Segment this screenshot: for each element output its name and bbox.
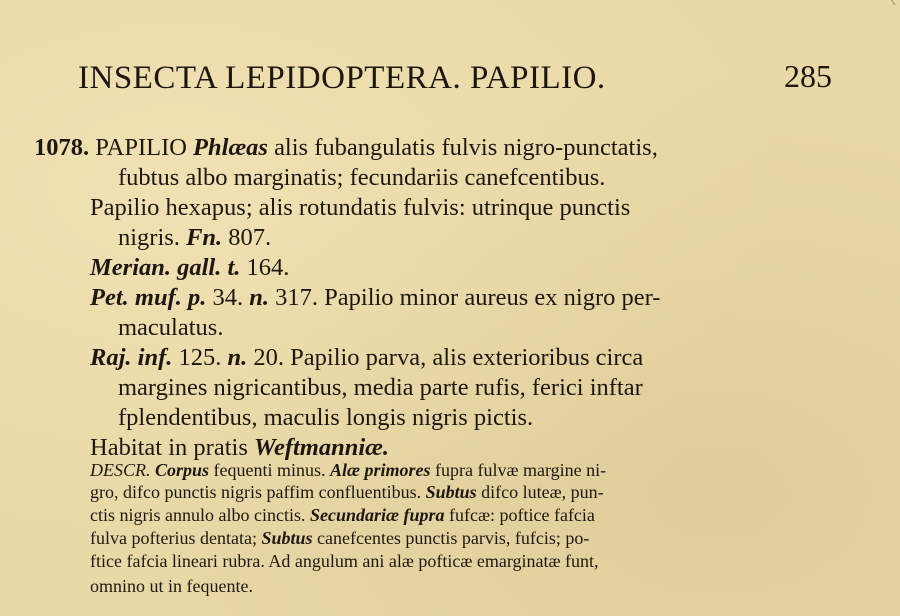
descr-line-5: ftice fafcia lineari rubra. Ad angulum ani alæ pofticæ emarginatæ funt, xyxy=(90,551,599,571)
running-head xyxy=(66,58,832,104)
descr-line-3 xyxy=(90,505,595,526)
habitat-text: Habitat in pratis xyxy=(90,434,248,461)
species-name: Phlæas xyxy=(193,134,268,161)
entry-line-9: margines nigricantibus, media parte rufis, ferici inftar xyxy=(118,374,643,401)
descr-line-2 xyxy=(90,482,604,503)
ref-petiver-number: 317. xyxy=(275,284,319,311)
entry-line-10: fplendentibus, maculis longis nigris pictis. xyxy=(118,404,534,431)
descr-text: gro, difco punctis nigris paffim confluentibus. xyxy=(90,482,422,502)
ref-ray-page: 125. xyxy=(178,344,222,371)
descr-term-secundariae: Secundariæ fupra xyxy=(309,505,445,525)
descr-term-subtus: Subtus xyxy=(425,482,477,502)
descr-text: fequenti minus. xyxy=(213,460,326,480)
ref-ray-abbrev: Raj. inf. xyxy=(90,344,173,371)
descr-line-1 xyxy=(90,460,606,481)
synonym-fauna: Papilio hexapus; alis rotundatis fulvis: utrinque punctis xyxy=(90,194,631,221)
habitat-line xyxy=(90,434,389,462)
page-number: 285 xyxy=(784,58,832,94)
genus-name: PAPILIO xyxy=(95,134,187,161)
ref-merian-abbrev: Merian. gall. t. xyxy=(90,254,241,281)
ref-petiver-text: Papilio minor aureus ex nigro per- xyxy=(324,284,661,311)
descr-line-6: omnino ut in fequente. xyxy=(90,576,253,596)
descr-term-alae-primores: Alæ primores xyxy=(330,460,431,480)
descr-text: canefcentes punctis parvis, fufcis; po- xyxy=(317,528,590,548)
ref-ray-n: n. xyxy=(227,344,248,371)
text-nigris: nigris. xyxy=(118,224,180,251)
ref-ray-text: Papilio parva, alis exterioribus circa xyxy=(290,344,644,371)
entry-line-7: maculatus. xyxy=(118,314,224,341)
habitat-place: Weftmanniæ. xyxy=(253,434,389,461)
ref-fauna-abbrev: Fn. xyxy=(186,224,223,251)
entry-line-1 xyxy=(34,134,658,162)
ref-petiver-abbrev: Pet. muf. p. xyxy=(90,284,207,311)
ref-merian xyxy=(90,254,289,282)
descr-label: DESCR. xyxy=(90,460,151,480)
descr-term-corpus: Corpus xyxy=(155,460,210,480)
ref-petiver-page: 34. xyxy=(212,284,244,311)
descr-text: fulva pofterius dentata; xyxy=(90,528,257,548)
ref-petiver-n: n. xyxy=(249,284,270,311)
entry-line-2: fubtus albo marginatis; fecundariis canefcentibus. xyxy=(118,164,606,191)
descr-text: fufcæ: poftice fafcia xyxy=(449,505,595,525)
descr-line-4 xyxy=(90,528,589,549)
entry-number: 1078. xyxy=(34,134,90,161)
ref-ray-number: 20. xyxy=(253,344,285,371)
entry-line-4 xyxy=(118,224,271,252)
descr-text: ctis nigris annulo albo cinctis. xyxy=(90,505,306,525)
descr-term-subtus-2: Subtus xyxy=(261,528,313,548)
diagnosis-start: alis fubangulatis fulvis nigro-punctatis, xyxy=(274,134,658,161)
descr-text: fupra fulvæ margine ni- xyxy=(435,460,607,480)
ref-fauna-number: 807. xyxy=(228,224,272,251)
ref-merian-number: 164. xyxy=(246,254,290,281)
page-corner-mark xyxy=(877,0,895,13)
ref-ray xyxy=(90,344,643,372)
running-head-title: INSECTA LEPIDOPTERA. PAPILIO. xyxy=(78,60,606,96)
ref-petiver xyxy=(90,284,660,312)
descr-text: difco luteæ, pun- xyxy=(481,482,604,502)
